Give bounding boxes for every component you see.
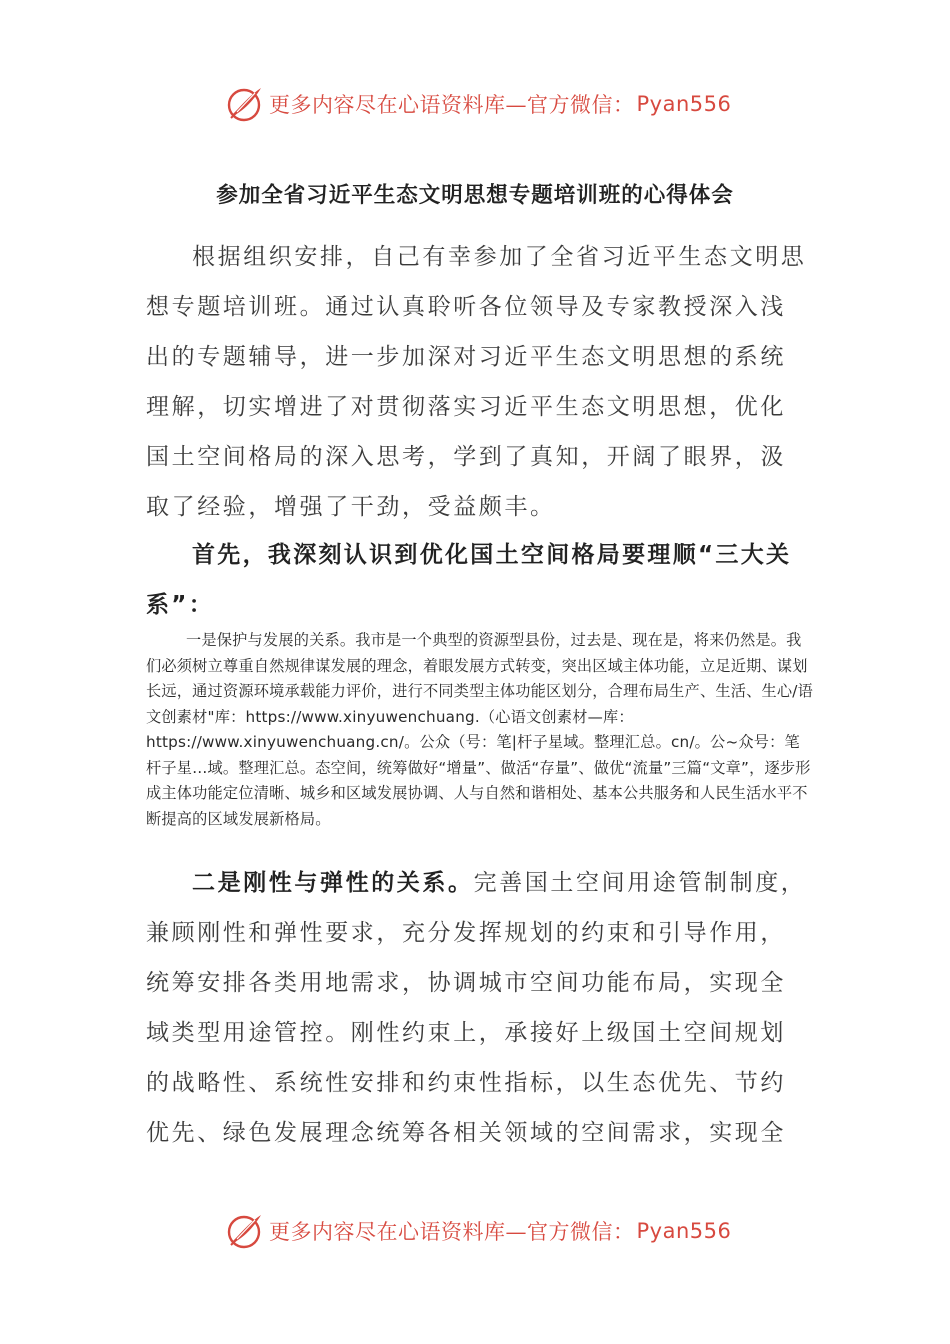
feather-pen-logo-icon bbox=[225, 84, 265, 124]
wechat-id: Pyan556 bbox=[636, 1219, 732, 1243]
paragraph-intro: 根据组织安排，自己有幸参加了全省习近平生态文明思想专题培训班。通过认真聆听各位领导及专家教授深入浅出的专题辅导，进一步加深对习近平生态文明思想的系统理解，切实增进了对贯彻落实习近平生态文明思想，优化国土空间格局的深入思考，学到了真知，开阔了眼界，汲取了经验，增强了干劲，受益颇丰。 bbox=[146, 244, 807, 520]
paragraph-rigidity-flexibility bbox=[146, 858, 811, 1158]
paragraph-body: 完善国土空间用途管制制度，兼顾刚性和弹性要求，充分发挥规划的约束和引导作用，统筹安排各类用地需求，协调城市空间功能布局，实现全域类型用途管控。刚性约束上，承接好上级国土空间规划的战略性、系统性安排和约束性指标，以生态优先、节约优先、绿色发展理念统筹各相关领域的空间需求，实现全 bbox=[146, 870, 807, 1146]
header-banner bbox=[225, 82, 745, 126]
banner-text: 更多内容尽在心语资料库—官方微信： bbox=[269, 93, 635, 117]
paragraph-lead: 二是刚性与弹性的关系。 bbox=[192, 870, 474, 896]
page-title: 参加全省习近平生态文明思想专题培训班的心得体会 bbox=[216, 183, 734, 208]
section-heading: 首先，我深刻认识到优化国土空间格局要理顺“三大关系”： bbox=[146, 542, 792, 618]
wechat-id: Pyan556 bbox=[636, 92, 732, 116]
banner-text: 更多内容尽在心语资料库—官方微信： bbox=[269, 1220, 635, 1244]
paragraph-protection-development: 一是保护与发展的关系。我市是一个典型的资源型县份，过去是、现在是，将来仍然是。我们必须树立尊重自然规律谋发展的理念，着眼发展方式转变，突出区域主体功能，立足近期、谋划长远，通过资源环境承载能力评价，进行不同类型主体功能区划分，合理布局生产、生活、生心/语文创素材"库：https://www.xinyuwenchuang.（心语文创素材—库：https://www.xinyuwenchuang.cn/。公众（号：笔|杆子星域。整理汇总。cn/。公~众号：笔杆子星…域。整理汇总。态空间，统筹做好“增量”、做活“存量”、做优“流量”三篇“文章”，逐步形成主体功能定位清晰、城乡和区域发展协调、人与自然和谐相处、基本公共服务和人民生活水平不断提高的区域发展新格局。 bbox=[146, 631, 813, 828]
footer-banner bbox=[225, 1209, 745, 1253]
feather-pen-logo-icon bbox=[225, 1211, 265, 1251]
